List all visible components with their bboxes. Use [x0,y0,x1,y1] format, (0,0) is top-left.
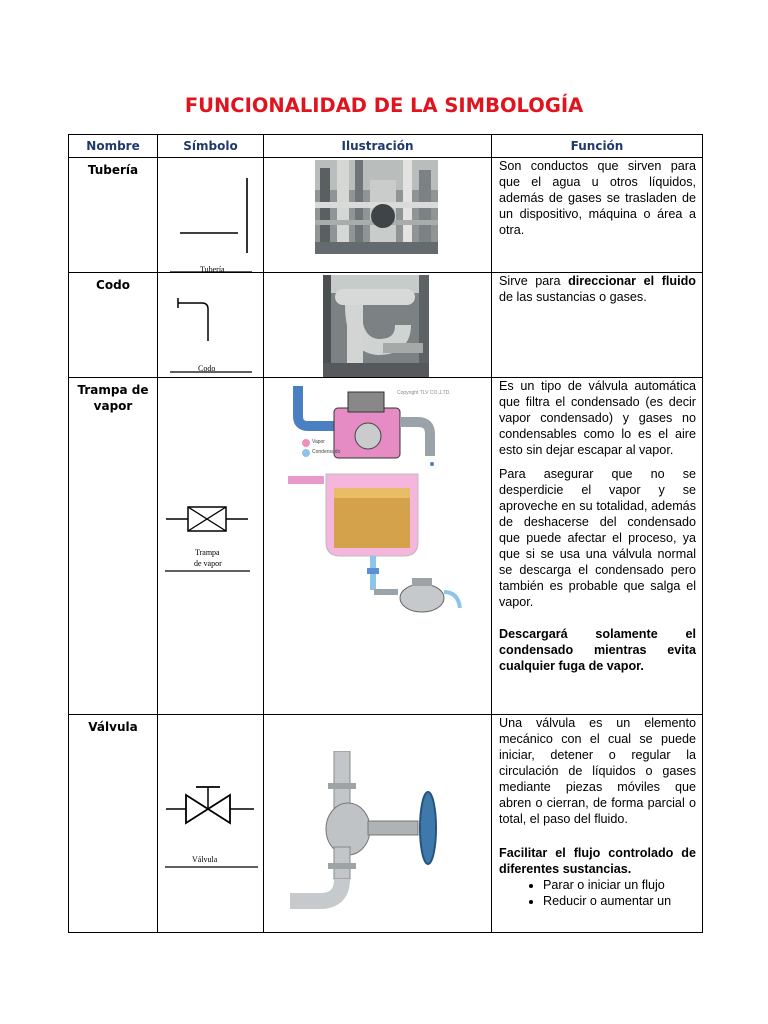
legend-condensado: Condensado [312,449,341,455]
table-header-row [69,135,703,158]
page-title: FUNCIONALIDAD DE LA SIMBOLOGÍA [184,94,584,117]
table-row [69,273,703,378]
symbol-cell [158,158,264,273]
pipe-photo-image [315,160,438,254]
function-text: Facilitar el flujo controlado de diferentes sustancias. [499,846,696,876]
symbol-cell [158,273,264,378]
row-name: Válvula [69,715,158,933]
symbol-label: Trampa [195,548,220,557]
function-text: Descargará solamente el condensado mientras evita cualquier fuga de vapor. [499,627,696,673]
table-row [69,378,703,715]
table-row [69,715,703,933]
symbol-label: de vapor [194,559,222,568]
valve-image [290,751,440,913]
elbow-symbol-icon [158,273,264,377]
steam-trap-tank-image [288,468,468,624]
function-cell [492,715,703,933]
function-text: Una válvula es un elemento mecánico con el cual se puede iniciar, detener o regular la circulación de líquidos o gases mediante piezas móviles que abren o cierran, de forma parcial o total, el paso del fluido. [499,716,696,826]
symbology-table [68,134,703,933]
function-text: Es un tipo de válvula automática que filtra el condensado (es decir vapor condensado) y gases no condensables como lo es el aire esto sin dejar escapar al vapor. [499,379,696,457]
illustration-cell [264,273,492,378]
header-funcion: Función [492,135,703,158]
illustration-cell [264,715,492,933]
function-bullet-list [499,877,696,909]
header-ilustracion: Ilustración [264,135,492,158]
copyright-text: Copyright TLV CO.,LTD. [397,390,451,396]
function-text: Son conductos que sirven para que el agua u otros líquidos, además de gases se trasladen de un dispositivo, máquina o área a otra. [499,159,696,237]
function-cell [492,273,703,378]
symbol-cell [158,378,264,715]
header-nombre: Nombre [69,135,158,158]
pipe-symbol-icon [158,158,264,272]
row-name: Trampa de vapor [69,378,158,715]
illustration-cell [264,158,492,273]
elbow-photo-image [323,275,429,377]
list-item: • Reducir o aumentar un [543,893,696,909]
function-text: Sirve para direccionar el fluido de las sustancias o gases. [499,274,696,304]
row-name: Tubería [69,158,158,273]
symbol-label: Válvula [192,855,218,864]
function-text: Para asegurar que no se desperdicie el vapor y se aproveche en su totalidad, además de deshacerse del condensado que puede afectar el proceso, ya que si se usa una válvula normal se descarga el condensado pero también es probable que salga el vapor. [499,467,696,609]
function-cell [492,158,703,273]
header-simbolo: Símbolo [158,135,264,158]
list-item: • Parar o iniciar un flujo [543,877,696,893]
steam-trap-symbol-icon [158,378,264,714]
legend-vapor: Vapor [312,439,325,445]
valve-symbol-icon [158,715,264,932]
symbol-cell [158,715,264,933]
function-cell [492,378,703,715]
steam-trap-cutaway-image [290,386,484,470]
symbol-label: Tubería [200,265,225,274]
table-row [69,158,703,273]
row-name: Codo [69,273,158,378]
symbol-label: Codo [198,364,216,373]
illustration-cell [264,378,492,715]
